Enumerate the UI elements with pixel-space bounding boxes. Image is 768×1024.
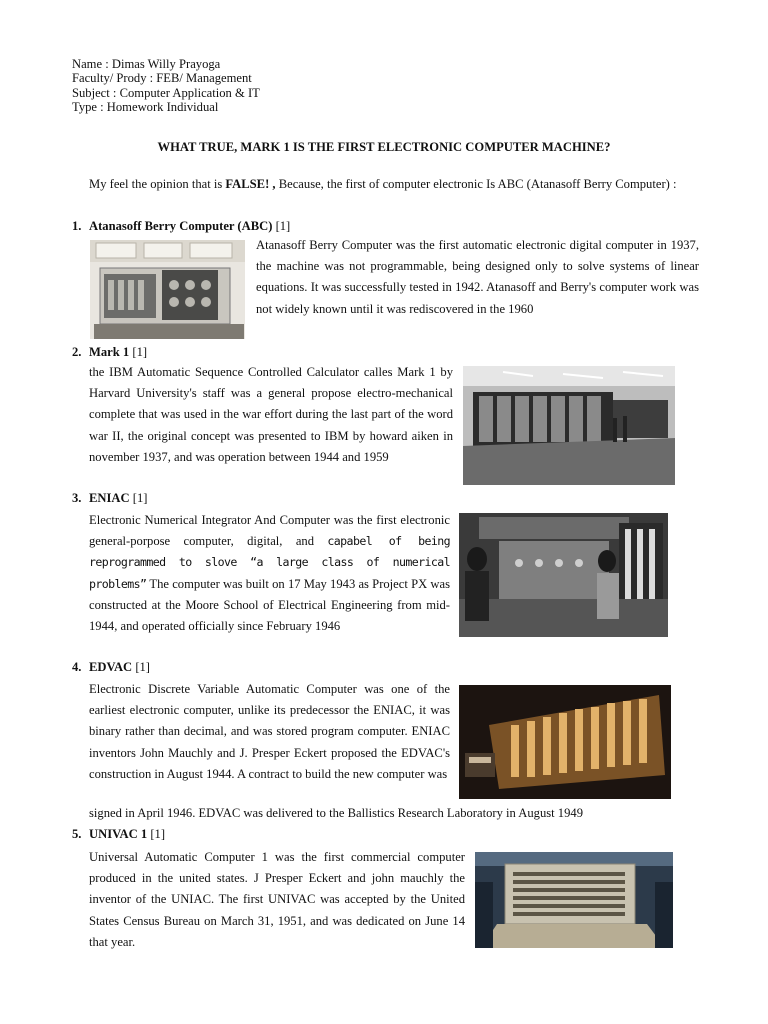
section-name: UNIVAC 1	[89, 827, 148, 841]
faculty-line: Faculty/ Prody : FEB/ Management	[72, 71, 252, 86]
section-heading-mark1	[72, 345, 147, 360]
section-ref: [1]	[132, 491, 148, 505]
section-text-abc: Atanasoff Berry Computer was the first automatic electronic digital computer in 1937, the machine was not programmable, being designed only to solve systems of linear equations. It was successfully tested in 1942. Atanasoff and Berry's computer work was not widely known until it was rediscovered in the 1960	[256, 238, 699, 316]
abc-photo	[90, 240, 245, 339]
section-text-edvac-last: signed in April 1946. EDVAC was delivered to the Ballistics Research Laboratory in August 1949	[89, 806, 583, 820]
page-title: WHAT TRUE, MARK 1 IS THE FIRST ELECTRONIC COMPUTER MACHINE?	[157, 140, 611, 154]
section-number: 1.	[72, 219, 82, 233]
eniac-text-mono: capabel of being reprogrammed to slove “a large class of numerical problems”	[89, 534, 450, 591]
section-text-univac: Universal Automatic Computer 1 was the first commercial computer produced in the united states. J Presper Eckert and john mauchly the inventor of the UNIAC. The first UNIVAC was accepted by the United States Census Bureau on March 31, 1951, and was dedicated on June 14 that year.	[89, 850, 465, 949]
section-text-mark1: the IBM Automatic Sequence Controlled Calculator calles Mark 1 by Harvard University's staff was a general propose electro-mechanical complete that was used in the war effort during the last part of the word war II, the original concept was presented to IBM by howard aiken in november 1937, and was operation between 1944 and 1959	[89, 365, 453, 464]
section-ref: [1]	[132, 345, 148, 359]
section-name: EDVAC	[89, 660, 133, 674]
section-ref: [1]	[150, 827, 166, 841]
section-text-edvac: Electronic Discrete Variable Automatic Computer was one of the earliest electronic computer, unlike its predecessor the ENIAC, it was binary rather than decimal, and was stored program computer. ENIAC inventors John Mauchly and J. Presper Eckert proposed the EDVAC's construction in August 1944. A contract to build the new computer was	[89, 682, 450, 781]
section-ref: [1]	[135, 660, 150, 674]
intro-paragraph	[72, 174, 699, 195]
author-name: Name : Dimas Willy Prayoga	[72, 57, 221, 71]
univac-photo	[475, 852, 673, 948]
mark1-photo	[463, 366, 675, 485]
intro-after: Because, the first of computer electronic Is ABC (Atanasoff Berry Computer) :	[275, 177, 677, 191]
subject-line: Subject : Computer Application & IT	[72, 85, 260, 100]
section-number: 5.	[72, 827, 82, 841]
header-block	[72, 57, 260, 115]
eniac-text-a: Electronic Numerical Integrator And Computer was the first electronic general-porpose computer, digital, and	[89, 513, 450, 549]
section-ref: [1]	[275, 219, 291, 233]
type-line: Type : Homework Individual	[72, 100, 219, 115]
section-number: 3.	[72, 491, 82, 505]
section-number: 2.	[72, 345, 82, 359]
intro-emphasis: FALSE! ,	[225, 177, 276, 191]
section-heading-univac	[72, 827, 165, 842]
section-number: 4.	[72, 660, 82, 674]
edvac-photo	[459, 685, 671, 799]
eniac-photo	[459, 513, 668, 637]
section-heading-eniac	[72, 491, 147, 506]
section-heading-edvac	[72, 660, 150, 675]
section-name: ENIAC	[89, 491, 130, 505]
section-heading-abc	[72, 219, 290, 234]
section-name: Mark 1	[89, 345, 130, 359]
eniac-text-b: The computer was built on 17 May 1943 as Project PX was constructed at the Moore School of Electrical Engineering from mid-1944, and operated officially since February 1946	[89, 576, 450, 634]
intro-before: My feel the opinion that is	[89, 177, 226, 191]
section-text-eniac	[89, 510, 450, 637]
section-name: Atanasoff Berry Computer (ABC)	[89, 219, 273, 233]
